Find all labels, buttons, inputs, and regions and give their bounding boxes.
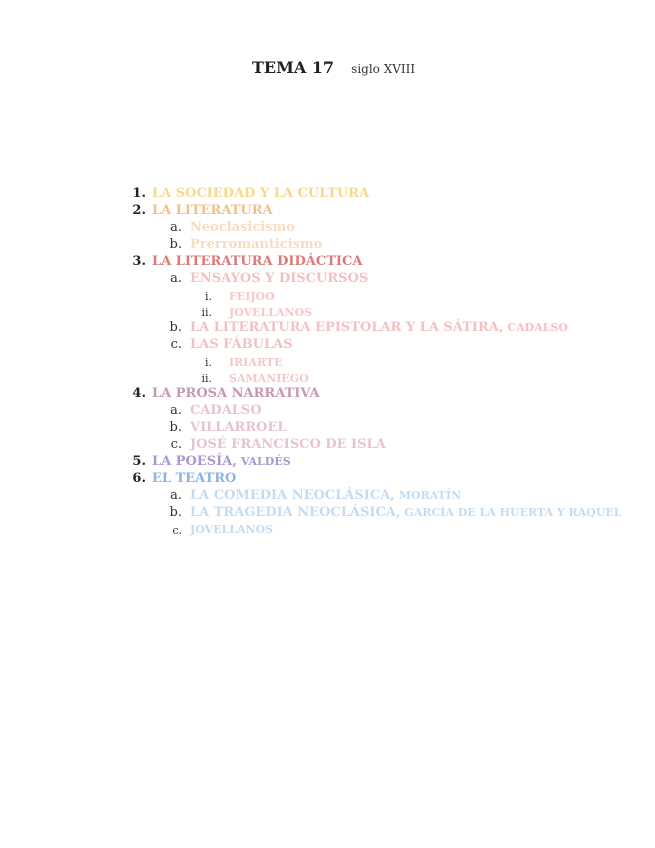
outline-text <box>190 420 287 435</box>
outline-number: 1. <box>132 186 146 201</box>
outline-item-level-2 <box>0 320 655 337</box>
outline-heading: LA COMEDIA NEOCLÁSICA, <box>190 488 395 503</box>
outline-item-level-2 <box>0 403 655 420</box>
outline-item-level-2 <box>0 488 655 505</box>
outline-heading: ENSAYOS Y DISCURSOS <box>190 271 369 286</box>
outline-number: b. <box>169 505 182 520</box>
outline-number: a. <box>170 488 182 503</box>
title-main: TEMA 17 <box>252 58 335 77</box>
outline-item-level-2 <box>0 505 655 522</box>
outline-heading: CADALSO <box>190 403 262 418</box>
outline-heading: JOVELLANOS <box>229 306 313 319</box>
outline-number: c. <box>172 524 182 537</box>
outline-text <box>190 437 386 452</box>
outline-number: 4. <box>132 386 146 401</box>
outline-item-level-2 <box>0 420 655 437</box>
outline-item-level-2 <box>0 220 655 237</box>
outline-heading: LAS FÁBULAS <box>190 337 293 352</box>
outline-item-level-3 <box>0 288 655 304</box>
outline-number: b. <box>169 320 182 335</box>
outline-number: b. <box>169 237 182 252</box>
outline-author: JOVELLANOS <box>190 523 274 536</box>
outline-text <box>229 306 312 319</box>
outline-heading: LA POESÍA, <box>152 454 237 469</box>
outline-item-level-2 <box>0 271 655 288</box>
outline-item-level-3 <box>0 354 655 370</box>
outline-text <box>190 488 461 503</box>
outline-heading: EL TEATRO <box>152 471 237 486</box>
outline-item-level-1 <box>0 454 655 471</box>
outline-item-level-2 <box>0 337 655 354</box>
outline-text <box>190 403 262 418</box>
outline-text <box>229 372 309 385</box>
outline-heading: LA LITERATURA <box>152 203 273 218</box>
outline-number: i. <box>204 290 212 303</box>
outline-heading: Prerromanticismo <box>190 237 323 252</box>
outline-text <box>190 237 322 252</box>
outline-text <box>190 337 293 352</box>
outline-number: 5. <box>132 454 146 469</box>
outline-item-level-1 <box>0 386 655 403</box>
outline-number: 2. <box>132 203 146 218</box>
outline-heading: LA LITERATURA EPISTOLAR Y LA SÁTIRA, <box>190 320 504 335</box>
outline-item-level-2 <box>0 437 655 454</box>
outline-author: MORATÍN <box>398 489 462 502</box>
outline-heading: Neoclasicismo <box>190 220 295 235</box>
outline-text <box>190 271 368 286</box>
outline-text <box>152 186 369 201</box>
outline-number: 3. <box>132 254 146 269</box>
outline-text <box>152 203 273 218</box>
outline-text <box>152 471 236 486</box>
outline-number: c. <box>170 337 182 352</box>
outline-number: a. <box>170 220 182 235</box>
outline-text <box>229 356 283 369</box>
outline-text <box>190 220 295 235</box>
outline-number: ii. <box>201 372 212 385</box>
outline-text <box>152 454 291 469</box>
page-title <box>252 58 415 77</box>
outline-heading: SAMANIEGO <box>229 372 309 385</box>
outline-item-level-2 <box>0 522 655 539</box>
outline-author: GARCÍA DE LA HUERTA Y RAQUEL <box>404 506 622 519</box>
outline-item-level-3 <box>0 370 655 386</box>
outline-number: i. <box>204 356 212 369</box>
outline-number: 6. <box>132 471 146 486</box>
outline-heading: FEIJOO <box>229 290 275 303</box>
outline-text <box>152 386 320 401</box>
outline-item-level-2 <box>0 237 655 254</box>
outline-number: ii. <box>201 306 212 319</box>
outline-heading: IRIARTE <box>229 356 283 369</box>
outline-item-level-1 <box>0 471 655 488</box>
outline-author: VALDÉS <box>240 455 291 468</box>
outline-text <box>190 505 622 520</box>
outline-number: c. <box>170 437 182 452</box>
outline-heading: JOSÉ FRANCISCO DE ISLA <box>190 437 386 452</box>
outline-heading: VILLARROEL <box>190 420 287 435</box>
outline-number: a. <box>170 403 182 418</box>
outline-text <box>229 290 275 303</box>
title-subtitle: siglo XVIII <box>351 62 416 76</box>
outline-item-level-1 <box>0 186 655 203</box>
outline-text <box>190 320 568 335</box>
outline-heading: LA TRAGEDIA NEOCLÁSICA, <box>190 505 401 520</box>
outline-heading: LA SOCIEDAD Y LA CULTURA <box>152 186 370 201</box>
outline-number: b. <box>169 420 182 435</box>
outline-item-level-1 <box>0 203 655 220</box>
outline-item-level-1 <box>0 254 655 271</box>
outline-heading: LA PROSA NARRATIVA <box>152 386 320 401</box>
outline-number: a. <box>170 271 182 286</box>
outline-heading: LA LITERATURA DIDÁCTICA <box>152 254 363 269</box>
outline-author: CADALSO <box>507 321 568 334</box>
outline-list <box>0 186 655 539</box>
outline-text <box>152 254 362 269</box>
outline-text <box>190 522 273 537</box>
outline-item-level-3 <box>0 304 655 320</box>
